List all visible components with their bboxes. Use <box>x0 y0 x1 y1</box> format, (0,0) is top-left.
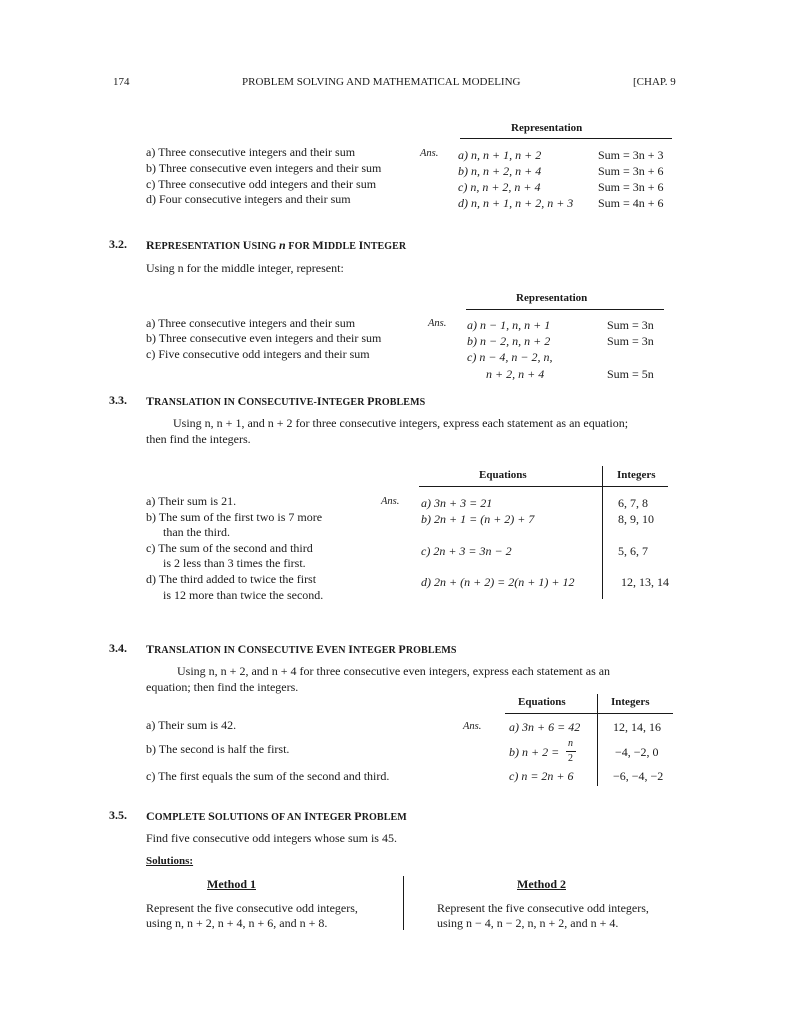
p4-item-c-ints: −6, −4, −2 <box>613 769 664 783</box>
p1-item-c-rep: c) n, n + 2, n + 4 <box>458 180 541 194</box>
p3-item-a-eq: a) 3n + 3 = 21 <box>421 496 493 510</box>
p2-ans-label: Ans. <box>428 318 447 329</box>
p4-item-c-eq: c) n = 2n + 6 <box>509 769 574 783</box>
p3-item-b-line2: than the third. <box>163 525 230 539</box>
p3-item-d-line2: is 12 more than twice the second. <box>163 588 324 602</box>
p5-method2-line2: using n − 4, n − 2, n, n + 2, and n + 4. <box>437 916 619 930</box>
p4-item-b-eq-denominator: 2 <box>568 753 573 764</box>
p3-item-c-line1: c) The sum of the second and third <box>146 541 313 555</box>
p1-item-b-label: b) Three consecutive even integers and their sum <box>146 161 382 175</box>
p1-item-d-sum: Sum = 4n + 6 <box>598 196 664 210</box>
p5-method1-title: Method 1 <box>207 877 256 891</box>
p2-title: REPRESENTATION USING n FOR MIDDLE INTEGER <box>146 238 407 252</box>
p5-method1-line2: using n, n + 2, n + 4, n + 6, and n + 8. <box>146 916 328 930</box>
p4-ans-label: Ans. <box>463 721 482 732</box>
page-number: 174 <box>113 76 130 88</box>
p2-item-b-sum: Sum = 3n <box>607 334 654 348</box>
p3-intro-line1: Using n, n + 1, and n + 2 for three consecutive integers, express each statement as an equation; <box>173 416 629 430</box>
p5-title: COMPLETE SOLUTIONS OF AN INTEGER PROBLEM <box>146 809 407 823</box>
p5-number: 3.5. <box>109 808 127 822</box>
p3-col-integers: Integers <box>617 469 656 481</box>
p3-item-a-ints: 6, 7, 8 <box>618 496 648 510</box>
p3-item-c-eq: c) 2n + 3 = 3n − 2 <box>421 544 512 558</box>
p1-item-b-rep: b) n, n + 2, n + 4 <box>458 164 542 178</box>
p2-item-c-sum: Sum = 5n <box>607 367 654 381</box>
p1-item-c-sum: Sum = 3n + 6 <box>598 180 664 194</box>
p3-item-c-ints: 5, 6, 7 <box>618 544 648 558</box>
p2-item-b-rep: b) n − 2, n, n + 2 <box>467 334 551 348</box>
p3-column-divider <box>602 466 603 599</box>
p5-method-divider <box>403 876 404 930</box>
p1-item-d-label: d) Four consecutive integers and their sum <box>146 192 351 206</box>
p5-method2-title: Method 2 <box>517 877 566 891</box>
p3-item-d-ints: 12, 13, 14 <box>621 575 669 589</box>
p3-title: TRANSLATION IN CONSECUTIVE-INTEGER PROBLEMS <box>146 394 426 408</box>
p1-header-rule <box>460 138 672 139</box>
p2-item-a-sum: Sum = 3n <box>607 318 654 332</box>
p4-col-equations: Equations <box>518 696 566 708</box>
p3-item-b-eq: b) 2n + 1 = (n + 2) + 7 <box>421 512 535 526</box>
p1-item-a-label: a) Three consecutive integers and their sum <box>146 145 356 159</box>
p4-header-rule <box>505 713 673 714</box>
p1-ans-label: Ans. <box>420 148 439 159</box>
p3-item-c-line2: is 2 less than 3 times the first. <box>163 556 306 570</box>
p2-intro: Using n for the middle integer, represent: <box>146 261 344 275</box>
p4-intro-line1: Using n, n + 2, and n + 4 for three consecutive even integers, express each statement as an <box>177 664 611 678</box>
p3-item-b-ints: 8, 9, 10 <box>618 512 654 526</box>
p4-number: 3.4. <box>109 641 127 655</box>
p1-item-a-sum: Sum = 3n + 3 <box>598 148 664 162</box>
p4-column-divider <box>597 694 598 786</box>
p2-item-a-rep: a) n − 1, n, n + 1 <box>467 318 551 332</box>
p5-method2-line1: Represent the five consecutive odd integers, <box>437 901 649 915</box>
p4-col-integers: Integers <box>611 696 650 708</box>
p3-number: 3.3. <box>109 393 127 407</box>
p4-item-b-eq-numerator: n <box>568 738 573 749</box>
p4-item-a-eq: a) 3n + 6 = 42 <box>509 720 581 734</box>
p1-item-d-rep: d) n, n + 1, n + 2, n + 3 <box>458 196 574 210</box>
p2-item-b-label: b) Three consecutive even integers and their sum <box>146 331 382 345</box>
p4-item-a-label: a) Their sum is 42. <box>146 718 237 732</box>
p2-item-c-rep-cont: n + 2, n + 4 <box>486 367 545 381</box>
p3-item-d-line1: d) The third added to twice the first <box>146 572 317 586</box>
p3-item-a-line1: a) Their sum is 21. <box>146 494 237 508</box>
p4-item-b-eq-lhs: b) n + 2 = <box>509 745 560 759</box>
p2-header-rule <box>466 309 664 310</box>
p3-item-d-eq: d) 2n + (n + 2) = 2(n + 1) + 12 <box>421 575 575 589</box>
p4-item-b-label: b) The second is half the first. <box>146 742 290 756</box>
p2-item-c-label: c) Five consecutive odd integers and their sum <box>146 347 370 361</box>
p2-item-a-label: a) Three consecutive integers and their sum <box>146 316 356 330</box>
running-title: PROBLEM SOLVING AND MATHEMATICAL MODELING <box>242 76 521 88</box>
p3-ans-label: Ans. <box>381 496 400 507</box>
p5-method1-line1: Represent the five consecutive odd integers, <box>146 901 358 915</box>
p5-solutions-label: Solutions: <box>146 855 194 867</box>
p1-item-b-sum: Sum = 3n + 6 <box>598 164 664 178</box>
p3-intro-line2: then find the integers. <box>146 432 251 446</box>
p5-intro: Find five consecutive odd integers whose sum is 45. <box>146 831 397 845</box>
p2-number: 3.2. <box>109 237 127 251</box>
p4-item-b-ints: −4, −2, 0 <box>615 745 659 759</box>
p4-intro-line2: equation; then find the integers. <box>146 680 299 694</box>
p4-item-c-label: c) The first equals the sum of the second and third. <box>146 769 390 783</box>
p2-column-header: Representation <box>516 292 588 304</box>
p4-title: TRANSLATION IN CONSECUTIVE EVEN INTEGER PROBLEMS <box>146 642 457 656</box>
p3-header-rule <box>419 486 668 487</box>
p1-item-a-rep: a) n, n + 1, n + 2 <box>458 148 542 162</box>
p2-item-c-rep: c) n − 4, n − 2, n, <box>467 350 553 364</box>
p1-column-header: Representation <box>511 122 583 134</box>
chapter-label: [CHAP. 9 <box>633 76 676 88</box>
p3-col-equations: Equations <box>479 469 527 481</box>
p1-item-c-label: c) Three consecutive odd integers and their sum <box>146 177 377 191</box>
p4-item-a-ints: 12, 14, 16 <box>613 720 661 734</box>
p3-item-b-line1: b) The sum of the first two is 7 more <box>146 510 323 524</box>
